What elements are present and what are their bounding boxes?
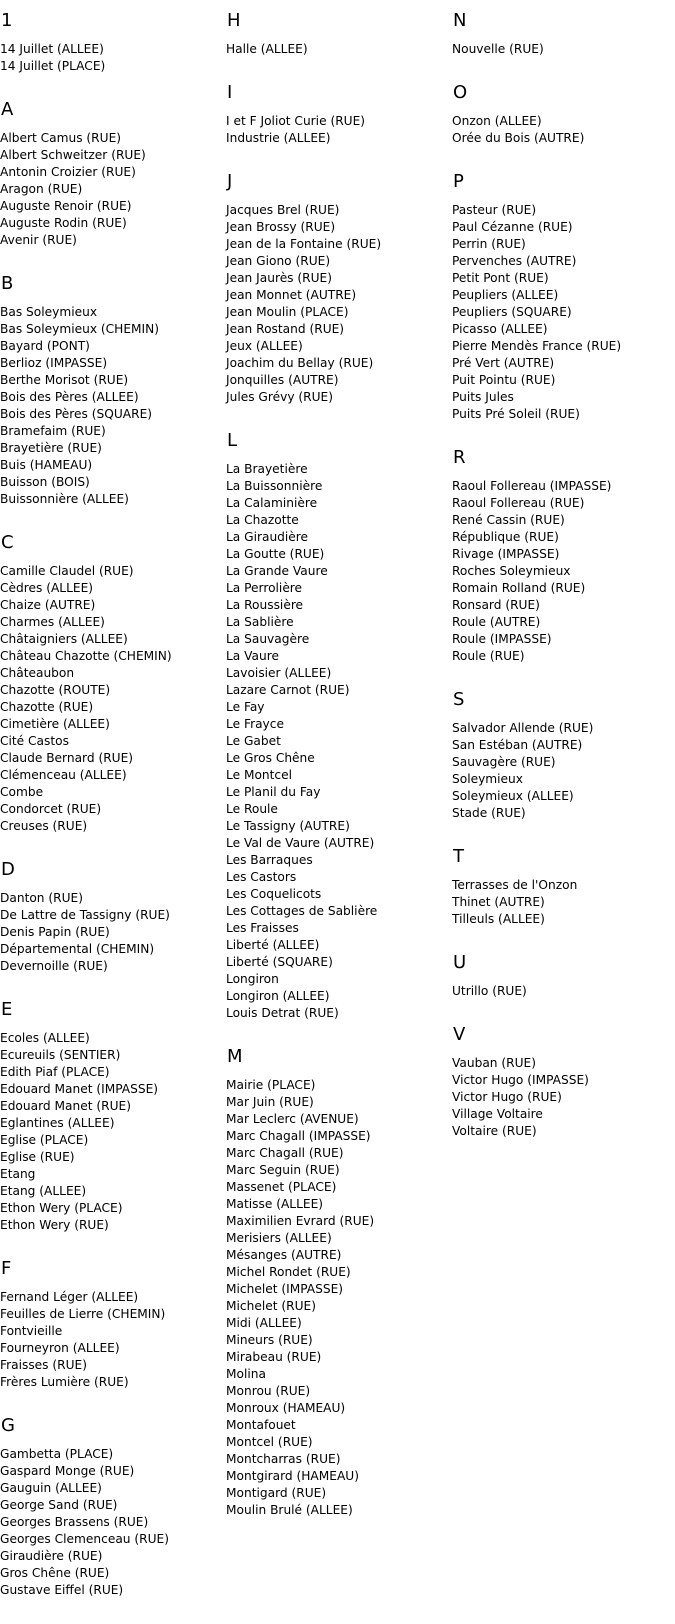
street-link[interactable]: Buis (HAMEAU) — [0, 458, 93, 472]
street-link[interactable]: I et F Joliot Curie (RUE) — [226, 114, 366, 128]
street-link[interactable]: Puits Pré Soleil (RUE) — [452, 407, 580, 421]
street-link[interactable]: La Giraudière — [226, 530, 309, 544]
street-link[interactable]: Giraudière (RUE) — [0, 1549, 103, 1563]
street-link[interactable]: La Sauvagère — [226, 632, 310, 646]
street-link[interactable]: Château Chazotte (CHEMIN) — [0, 649, 172, 663]
street-link[interactable]: Ecureuils (SENTIER) — [0, 1048, 121, 1062]
street-link[interactable]: Brayetière (RUE) — [0, 441, 102, 455]
street-link[interactable]: Gauguin (ALLEE) — [0, 1481, 102, 1495]
street-link[interactable]: Salvador Allende (RUE) — [452, 721, 594, 735]
street-list — [452, 113, 675, 147]
street-link[interactable]: Départemental (CHEMIN) — [0, 942, 155, 956]
letter-section — [226, 10, 451, 58]
section-letter-heading: H — [227, 10, 241, 31]
section-letter-heading: P — [453, 171, 464, 192]
street-link[interactable]: Mar Juin (RUE) — [226, 1095, 314, 1109]
street-link[interactable]: Bois des Pères (ALLEE) — [0, 390, 139, 404]
letter-section — [452, 1024, 675, 1140]
street-link[interactable]: Mar Leclerc (AVENUE) — [226, 1112, 359, 1126]
street-link[interactable]: La Chazotte — [226, 513, 299, 527]
street-link[interactable]: 14 Juillet (ALLEE) — [0, 42, 104, 56]
street-link[interactable]: Claude Bernard (RUE) — [0, 751, 134, 765]
street-list — [226, 113, 451, 147]
section-letter-heading: A — [1, 99, 14, 120]
letter-section — [0, 273, 225, 508]
street-link[interactable]: Jean Giono (RUE) — [226, 254, 331, 268]
street-link[interactable]: Soleymieux — [452, 772, 523, 786]
street-link[interactable]: Ethon Wery (RUE) — [0, 1218, 109, 1232]
street-link[interactable]: Danton (RUE) — [0, 891, 84, 905]
letter-section — [0, 1258, 225, 1391]
street-link[interactable]: Roches Soleymieux — [452, 564, 571, 578]
street-link[interactable]: Marc Seguin (RUE) — [226, 1163, 340, 1177]
street-link[interactable]: Montgirard (HAMEAU) — [226, 1469, 359, 1483]
section-letter-heading: V — [453, 1024, 466, 1045]
section-letter-heading: T — [453, 846, 464, 867]
street-link[interactable]: Combe — [0, 785, 44, 799]
street-link[interactable]: Maximilien Evrard (RUE) — [226, 1214, 375, 1228]
street-link[interactable]: Cité Castos — [0, 734, 69, 748]
street-link[interactable]: Albert Camus (RUE) — [0, 131, 122, 145]
street-list — [0, 41, 225, 75]
street-link[interactable]: Fernand Léger (ALLEE) — [0, 1290, 139, 1304]
street-link[interactable]: Victor Hugo (IMPASSE) — [452, 1073, 589, 1087]
street-link[interactable]: Le Val de Vaure (AUTRE) — [226, 836, 375, 850]
street-list — [452, 41, 675, 58]
street-link[interactable]: Jonquilles (AUTRE) — [226, 373, 339, 387]
street-link[interactable]: Industrie (ALLEE) — [226, 131, 331, 145]
street-link[interactable]: Rivage (IMPASSE) — [452, 547, 560, 561]
section-letter-heading: D — [1, 859, 15, 880]
street-link[interactable]: George Sand (RUE) — [0, 1498, 118, 1512]
street-link[interactable]: La Sablière — [226, 615, 294, 629]
street-link[interactable]: Longiron (ALLEE) — [226, 989, 330, 1003]
street-link[interactable]: Puit Pointu (RUE) — [452, 373, 556, 387]
street-link[interactable]: Creuses (RUE) — [0, 819, 88, 833]
street-list — [0, 1289, 225, 1391]
letter-section — [0, 859, 225, 975]
street-link[interactable]: Le Gros Chêne — [226, 751, 315, 765]
street-link[interactable]: Buissonnière (ALLEE) — [0, 492, 129, 506]
street-link[interactable]: Chazotte (ROUTE) — [0, 683, 111, 697]
street-link[interactable]: Georges Brassens (RUE) — [0, 1515, 149, 1529]
street-link[interactable]: Les Cottages de Sablière — [226, 904, 378, 918]
letter-section — [226, 171, 451, 406]
street-list — [452, 720, 675, 822]
street-link[interactable]: Lavoisier (ALLEE) — [226, 666, 332, 680]
section-letter-heading: U — [453, 952, 467, 973]
section-letter-heading: J — [227, 171, 233, 192]
letter-section — [226, 82, 451, 147]
street-link[interactable]: Jean Brossy (RUE) — [226, 220, 336, 234]
street-link[interactable]: Jean de la Fontaine (RUE) — [226, 237, 382, 251]
section-letter-heading: O — [453, 82, 468, 103]
street-link[interactable]: Raoul Follereau (RUE) — [452, 496, 585, 510]
section-letter-heading: L — [227, 430, 238, 451]
street-link[interactable]: Romain Rolland (RUE) — [452, 581, 586, 595]
street-link[interactable]: Chaize (AUTRE) — [0, 598, 96, 612]
letter-section — [0, 10, 225, 75]
street-link[interactable]: Ethon Wery (PLACE) — [0, 1201, 123, 1215]
street-link[interactable]: Jules Grévy (RUE) — [226, 390, 334, 404]
index-column-2 — [226, 0, 451, 1543]
street-link[interactable]: Fraisses (RUE) — [0, 1358, 88, 1372]
street-link[interactable]: Antonin Croizier (RUE) — [0, 165, 136, 179]
street-link[interactable]: Monrou (RUE) — [226, 1384, 311, 1398]
street-list — [226, 1077, 451, 1519]
street-list — [452, 478, 675, 665]
street-link[interactable]: Aragon (RUE) — [0, 182, 83, 196]
street-link[interactable]: Les Barraques — [226, 853, 313, 867]
street-link[interactable]: Gustave Eiffel (RUE) — [0, 1583, 124, 1597]
street-link[interactable]: Edith Piaf (PLACE) — [0, 1065, 110, 1079]
letter-section — [226, 1046, 451, 1519]
street-link[interactable]: Etang — [0, 1167, 36, 1181]
section-letter-heading: 1 — [1, 10, 13, 31]
street-link[interactable]: Louis Detrat (RUE) — [226, 1006, 339, 1020]
letter-section — [452, 689, 675, 822]
street-link[interactable]: Eglise (RUE) — [0, 1150, 75, 1164]
letter-section — [452, 171, 675, 423]
street-link[interactable]: Soleymieux (ALLEE) — [452, 789, 574, 803]
street-link[interactable]: La Calaminière — [226, 496, 318, 510]
street-link[interactable]: Pervenches (AUTRE) — [452, 254, 577, 268]
street-link[interactable]: Peupliers (ALLEE) — [452, 288, 559, 302]
section-letter-heading: S — [453, 689, 465, 710]
street-link[interactable]: Massenet (PLACE) — [226, 1180, 337, 1194]
street-link[interactable]: Edouard Manet (RUE) — [0, 1099, 131, 1113]
street-link[interactable]: Nouvelle (RUE) — [452, 42, 544, 56]
street-link[interactable]: Mineurs (RUE) — [226, 1333, 313, 1347]
street-link[interactable]: Cimetière (ALLEE) — [0, 717, 110, 731]
street-link[interactable]: La Buissonnière — [226, 479, 323, 493]
street-link[interactable]: La Perrolière — [226, 581, 303, 595]
street-link[interactable]: Montcel (RUE) — [226, 1435, 313, 1449]
street-list — [0, 1030, 225, 1234]
street-list — [452, 202, 675, 423]
street-link[interactable]: Perrin (RUE) — [452, 237, 526, 251]
letter-section — [452, 447, 675, 665]
street-list — [226, 41, 451, 58]
street-link[interactable]: Gaspard Monge (RUE) — [0, 1464, 135, 1478]
street-link[interactable]: Jean Moulin (PLACE) — [226, 305, 349, 319]
street-link[interactable]: Albert Schweitzer (RUE) — [0, 148, 146, 162]
street-link[interactable]: Michelet (RUE) — [226, 1299, 316, 1313]
street-link[interactable]: Picasso (ALLEE) — [452, 322, 548, 336]
street-link[interactable]: Eglantines (ALLEE) — [0, 1116, 115, 1130]
street-link[interactable]: Pierre Mendès France (RUE) — [452, 339, 622, 353]
section-letter-heading: E — [1, 999, 13, 1020]
street-link[interactable]: Montcharras (RUE) — [226, 1452, 341, 1466]
street-link[interactable]: Liberté (SQUARE) — [226, 955, 333, 969]
street-link[interactable]: Utrillo (RUE) — [452, 984, 527, 998]
street-link[interactable]: Le Fay — [226, 700, 265, 714]
street-link[interactable]: Châteaubon — [0, 666, 75, 680]
letter-section — [452, 10, 675, 58]
street-link[interactable]: Terrasses de l'Onzon — [452, 878, 578, 892]
street-link[interactable]: Orée du Bois (AUTRE) — [452, 131, 585, 145]
letter-section — [0, 99, 225, 249]
street-list — [452, 877, 675, 928]
street-link[interactable]: Les Fraisses — [226, 921, 299, 935]
section-letter-heading: G — [1, 1415, 15, 1436]
street-link[interactable]: Jeux (ALLEE) — [226, 339, 303, 353]
street-link[interactable]: Halle (ALLEE) — [226, 42, 308, 56]
street-link[interactable]: La Brayetière — [226, 462, 308, 476]
street-link[interactable]: Camille Claudel (RUE) — [0, 564, 134, 578]
street-link[interactable]: Gambetta (PLACE) — [0, 1447, 114, 1461]
street-link[interactable]: Le Planil du Fay — [226, 785, 321, 799]
letter-section — [0, 532, 225, 835]
street-link[interactable]: Midi (ALLEE) — [226, 1316, 302, 1330]
street-link[interactable]: Puits Jules — [452, 390, 514, 404]
street-link[interactable]: La Grande Vaure — [226, 564, 328, 578]
street-link[interactable]: Bas Soleymieux — [0, 305, 98, 319]
street-link[interactable]: Monroux (HAMEAU) — [226, 1401, 346, 1415]
street-link[interactable]: Liberté (ALLEE) — [226, 938, 320, 952]
street-link[interactable]: De Lattre de Tassigny (RUE) — [0, 908, 170, 922]
street-link[interactable]: Edouard Manet (IMPASSE) — [0, 1082, 159, 1096]
street-link[interactable]: Molina — [226, 1367, 266, 1381]
street-list — [0, 890, 225, 975]
street-link[interactable]: Montafouet — [226, 1418, 296, 1432]
street-link[interactable]: Joachim du Bellay (RUE) — [226, 356, 374, 370]
street-link[interactable]: Gros Chêne (RUE) — [0, 1566, 110, 1580]
section-letter-heading: F — [1, 1258, 12, 1279]
street-link[interactable]: Chazotte (RUE) — [0, 700, 94, 714]
street-link[interactable]: Ecoles (ALLEE) — [0, 1031, 90, 1045]
street-link[interactable]: Jean Rostand (RUE) — [226, 322, 345, 336]
section-letter-heading: N — [453, 10, 467, 31]
street-link[interactable]: Les Coquelicots — [226, 887, 322, 901]
street-list — [452, 983, 675, 1000]
street-link[interactable]: Cèdres (ALLEE) — [0, 581, 94, 595]
street-link[interactable]: 14 Juillet (PLACE) — [0, 59, 106, 73]
street-link[interactable]: Michelet (IMPASSE) — [226, 1282, 344, 1296]
street-link[interactable]: Clémenceau (ALLEE) — [0, 768, 127, 782]
street-list — [452, 1055, 675, 1140]
street-link[interactable]: San Estéban (AUTRE) — [452, 738, 583, 752]
street-link[interactable]: La Roussière — [226, 598, 304, 612]
section-letter-heading: M — [227, 1046, 243, 1067]
street-list — [0, 130, 225, 249]
street-link[interactable]: Bois des Pères (SQUARE) — [0, 407, 153, 421]
street-link[interactable]: Roule (AUTRE) — [452, 615, 541, 629]
street-link[interactable]: Jean Jaurès (RUE) — [226, 271, 333, 285]
letter-section — [226, 430, 451, 1022]
street-link[interactable]: Mairie (PLACE) — [226, 1078, 316, 1092]
section-letter-heading: I — [227, 82, 233, 103]
street-link[interactable]: Mirabeau (RUE) — [226, 1350, 322, 1364]
street-link[interactable]: Onzon (ALLEE) — [452, 114, 542, 128]
street-link[interactable]: Victor Hugo (RUE) — [452, 1090, 562, 1104]
street-link[interactable]: Petit Pont (RUE) — [452, 271, 549, 285]
letter-section — [0, 1415, 225, 1599]
index-column-3 — [452, 0, 675, 1164]
letter-section — [452, 82, 675, 147]
street-list — [226, 461, 451, 1022]
letter-section — [0, 999, 225, 1234]
street-link[interactable]: Marc Chagall (IMPASSE) — [226, 1129, 371, 1143]
street-link[interactable]: Peupliers (SQUARE) — [452, 305, 572, 319]
letter-section — [452, 952, 675, 1000]
street-link[interactable]: Berlioz (IMPASSE) — [0, 356, 108, 370]
street-link[interactable]: Moulin Brulé (ALLEE) — [226, 1503, 353, 1517]
street-link[interactable]: Tilleuls (ALLEE) — [452, 912, 545, 926]
street-link[interactable]: Le Roule — [226, 802, 278, 816]
street-link[interactable]: Lazare Carnot (RUE) — [226, 683, 350, 697]
street-link[interactable]: Voltaire (RUE) — [452, 1124, 537, 1138]
street-link[interactable]: Fourneyron (ALLEE) — [0, 1341, 120, 1355]
street-link[interactable]: Charmes (ALLEE) — [0, 615, 105, 629]
street-link[interactable]: Berthe Morisot (RUE) — [0, 373, 129, 387]
street-link[interactable]: Châtaigniers (ALLEE) — [0, 632, 128, 646]
street-link[interactable]: Auguste Renoir (RUE) — [0, 199, 132, 213]
section-letter-heading: B — [1, 273, 14, 294]
street-link[interactable]: Avenir (RUE) — [0, 233, 77, 247]
street-link[interactable]: Buisson (BOIS) — [0, 475, 90, 489]
street-link[interactable]: Marc Chagall (RUE) — [226, 1146, 344, 1160]
street-link[interactable]: Ronsard (RUE) — [452, 598, 540, 612]
street-link[interactable]: Pré Vert (AUTRE) — [452, 356, 555, 370]
street-link[interactable]: Etang (ALLEE) — [0, 1184, 87, 1198]
street-link[interactable]: Raoul Follereau (IMPASSE) — [452, 479, 612, 493]
street-link[interactable]: République (RUE) — [452, 530, 559, 544]
street-link[interactable]: Mésanges (AUTRE) — [226, 1248, 342, 1262]
street-link[interactable]: Le Montcel — [226, 768, 293, 782]
street-link[interactable]: Michel Rondet (RUE) — [226, 1265, 351, 1279]
street-link[interactable]: Bayard (PONT) — [0, 339, 90, 353]
street-link[interactable]: La Vaure — [226, 649, 279, 663]
street-link[interactable]: Vauban (RUE) — [452, 1056, 536, 1070]
street-link[interactable]: Le Gabet — [226, 734, 281, 748]
street-link[interactable]: Fontvieille — [0, 1324, 63, 1338]
street-link[interactable]: Auguste Rodin (RUE) — [0, 216, 127, 230]
street-link[interactable]: Le Tassigny (AUTRE) — [226, 819, 350, 833]
letter-section — [452, 846, 675, 928]
street-link[interactable]: Roule (RUE) — [452, 649, 525, 663]
street-link[interactable]: Le Frayce — [226, 717, 284, 731]
index-column-1 — [0, 0, 225, 1623]
street-link[interactable]: Longiron — [226, 972, 279, 986]
street-list — [226, 202, 451, 406]
street-list — [0, 304, 225, 508]
street-link[interactable]: Denis Papin (RUE) — [0, 925, 110, 939]
street-link[interactable]: René Cassin (RUE) — [452, 513, 565, 527]
street-link[interactable]: Merisiers (ALLEE) — [226, 1231, 332, 1245]
street-link[interactable]: Pasteur (RUE) — [452, 203, 537, 217]
street-list — [0, 563, 225, 835]
street-link[interactable]: Village Voltaire — [452, 1107, 543, 1121]
street-link[interactable]: La Goutte (RUE) — [226, 547, 325, 561]
street-link[interactable]: Thinet (AUTRE) — [452, 895, 545, 909]
street-link[interactable]: Devernoille (RUE) — [0, 959, 108, 973]
street-link[interactable]: Eglise (PLACE) — [0, 1133, 89, 1147]
street-link[interactable]: Matisse (ALLEE) — [226, 1197, 324, 1211]
street-link[interactable]: Sauvagère (RUE) — [452, 755, 556, 769]
street-link[interactable]: Montigard (RUE) — [226, 1486, 327, 1500]
street-link[interactable]: Stade (RUE) — [452, 806, 526, 820]
street-link[interactable]: Roule (IMPASSE) — [452, 632, 552, 646]
street-link[interactable]: Georges Clemenceau (RUE) — [0, 1532, 170, 1546]
street-link[interactable]: Paul Cézanne (RUE) — [452, 220, 573, 234]
street-link[interactable]: Bas Soleymieux (CHEMIN) — [0, 322, 160, 336]
street-link[interactable]: Condorcet (RUE) — [0, 802, 102, 816]
street-link[interactable]: Bramefaim (RUE) — [0, 424, 106, 438]
street-link[interactable]: Jacques Brel (RUE) — [226, 203, 340, 217]
street-link[interactable]: Les Castors — [226, 870, 297, 884]
street-list — [0, 1446, 225, 1599]
section-letter-heading: C — [1, 532, 14, 553]
street-link[interactable]: Feuilles de Lierre (CHEMIN) — [0, 1307, 166, 1321]
section-letter-heading: R — [453, 447, 466, 468]
street-link[interactable]: Frères Lumière (RUE) — [0, 1375, 129, 1389]
street-link[interactable]: Jean Monnet (AUTRE) — [226, 288, 357, 302]
